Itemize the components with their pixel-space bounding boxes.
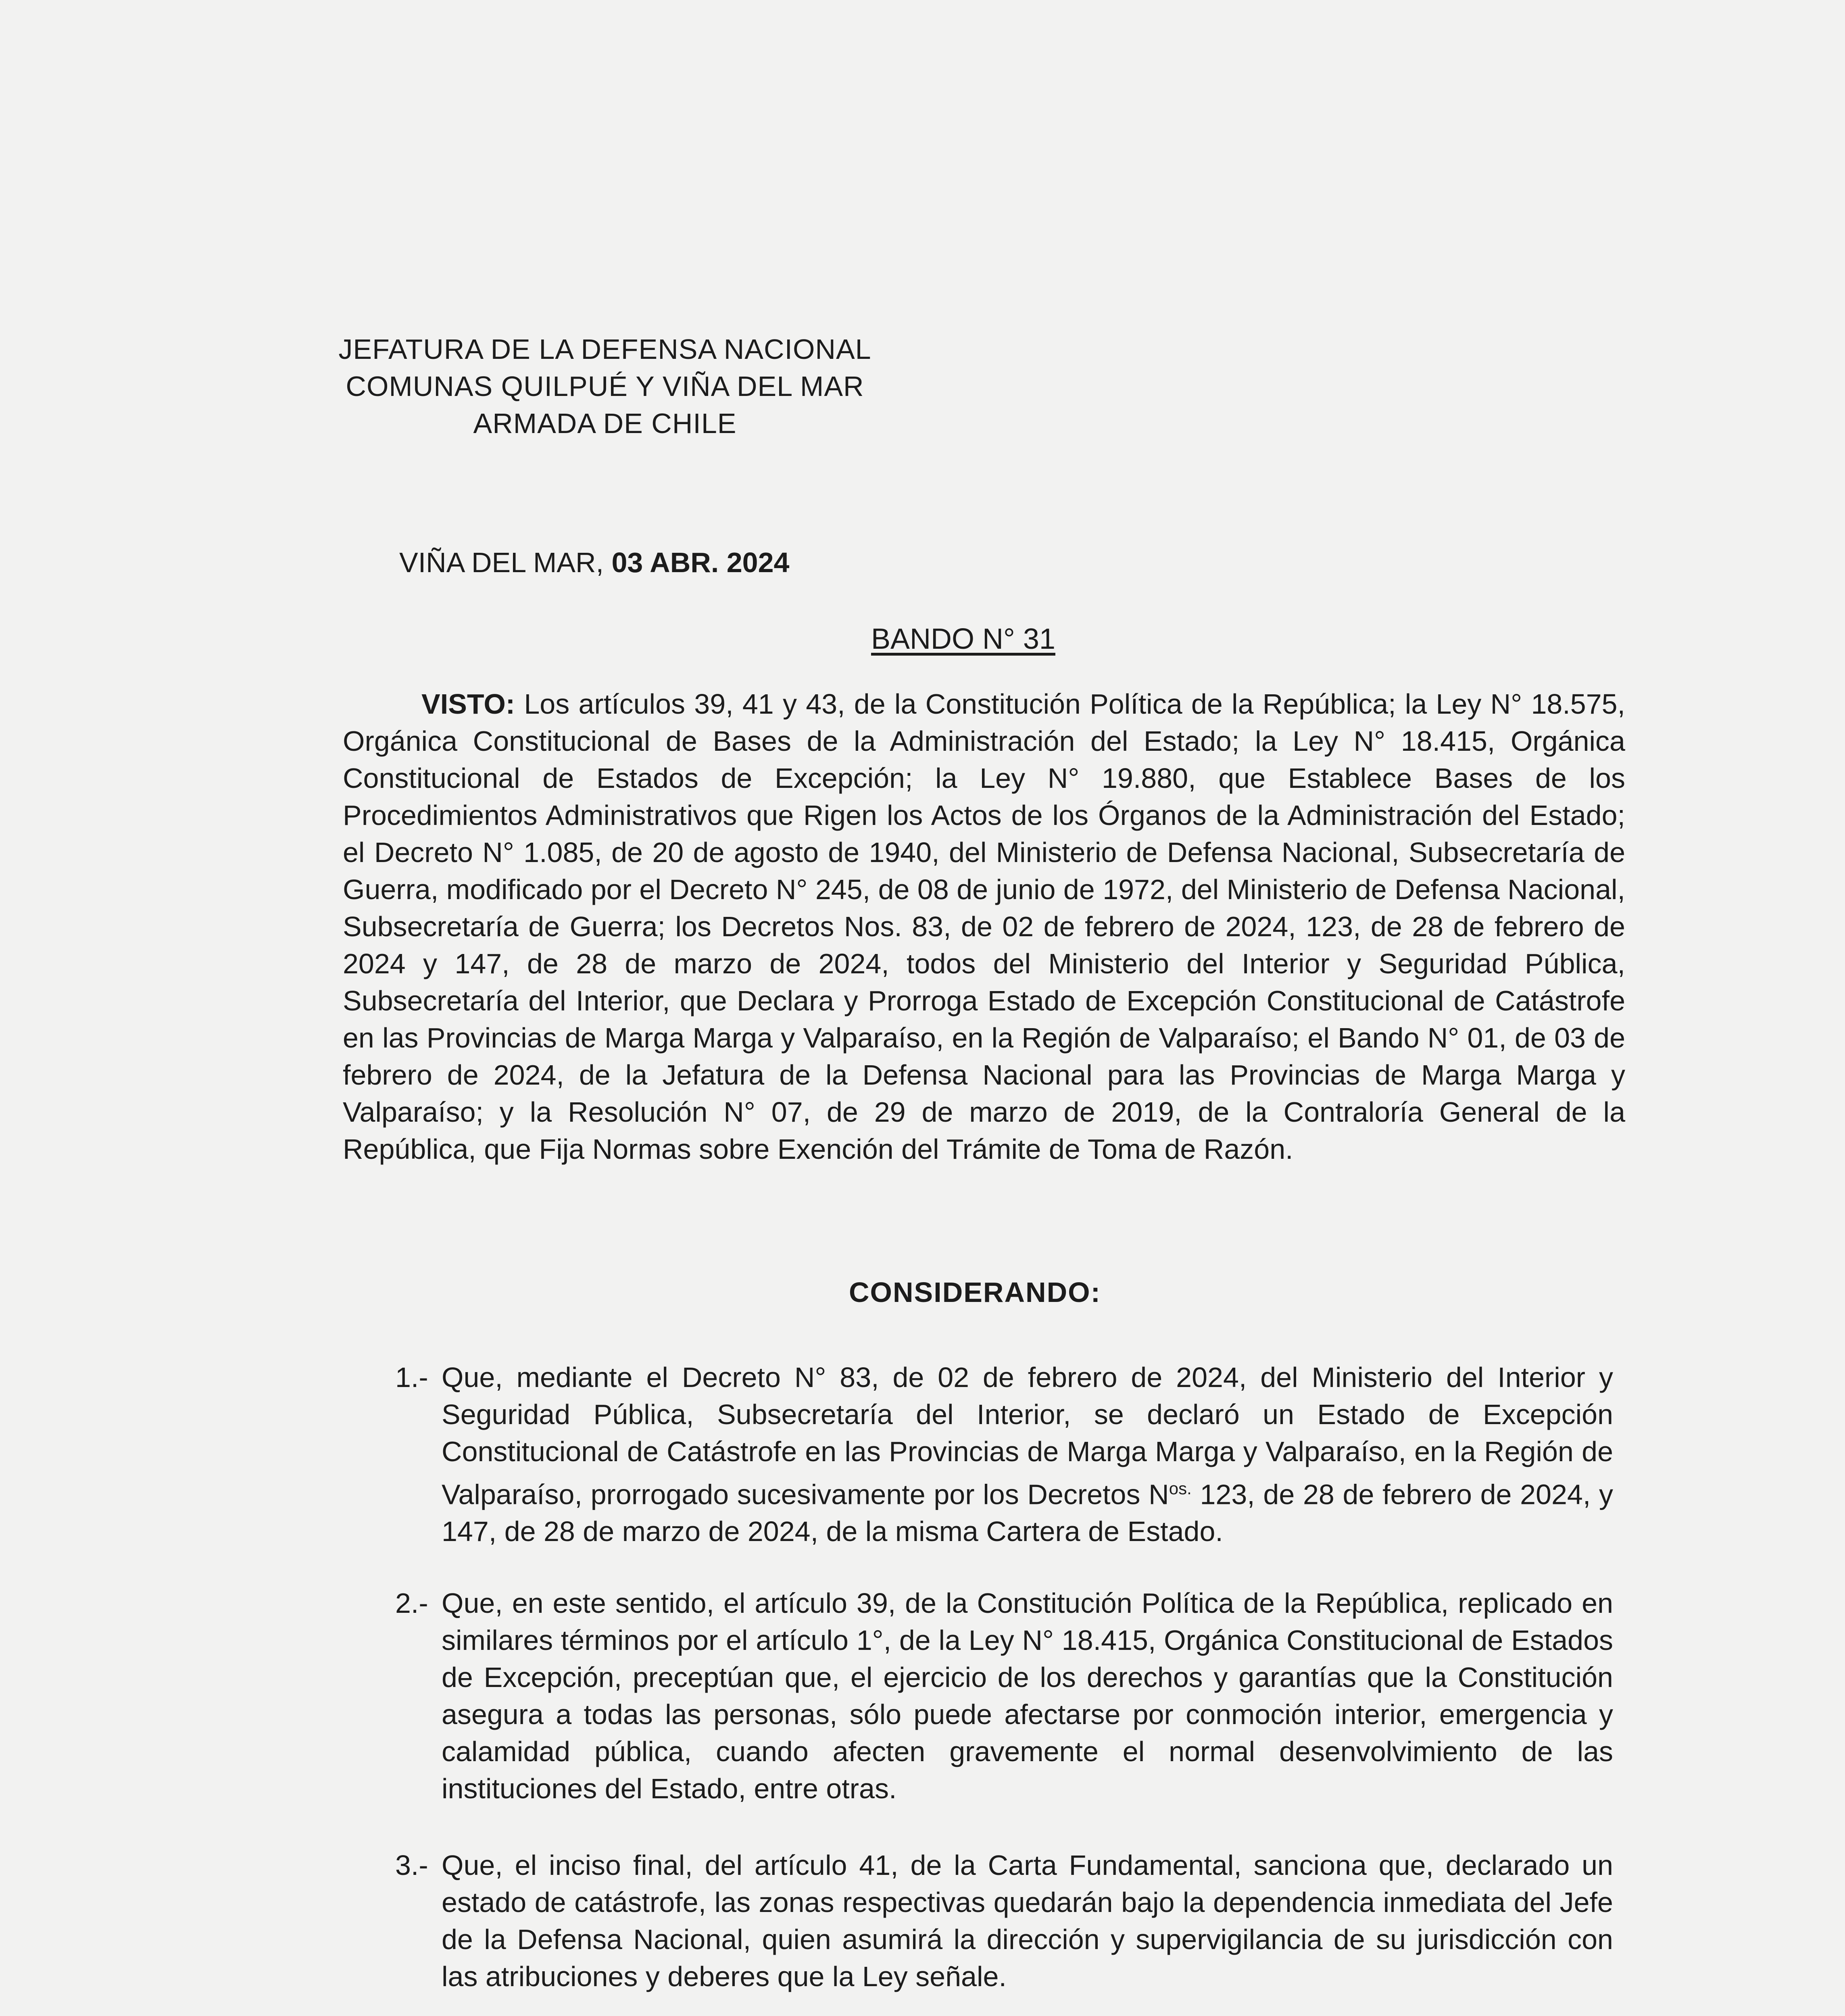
place-and-date — [399, 544, 789, 581]
letterhead-line-1: JEFATURA DE LA DEFENSA NACIONAL — [338, 333, 871, 365]
considerando-item-1 — [395, 1359, 1613, 1550]
letterhead — [319, 331, 891, 442]
item-number: 1.- — [395, 1362, 428, 1393]
considerando-heading: CONSIDERANDO: — [849, 1277, 1101, 1308]
item-text-part-b: 123, de 28 de febrero de 2024, y 147, de 28 de marzo de 2024, de la misma Cartera de Estado. — [442, 1479, 1614, 1547]
visto-label: VISTO: — [421, 688, 515, 720]
item-text: Que, en este sentido, el artículo 39, de la Constitución Política de la República, replicado en similares términos por el artículo 1°, de la Ley N° 18.415, Orgánica Constitucional de Estados de Excepción, preceptúan que, el ejercicio de los derechos y garantías que la Constitución asegura a todas las personas, sólo puede afectarse por conmoción interior, emergencia y calamidad pública, cuando afecten gravemente el normal desenvolvimiento de las instituciones del Estado, entre otras. — [442, 1587, 1613, 1804]
item-text: Que, el inciso final, del artículo 41, de la Carta Fundamental, sanciona que, declarado un estado de catástrofe, las zonas respectivas quedarán bajo la dependencia inmediata del Jefe de la Defensa Nacional, quien asumirá la dirección y supervigilancia de su jurisdicción con las atribuciones y deberes que la Ley señale. — [442, 1849, 1613, 1992]
bando-title: BANDO N° 31 — [871, 623, 1055, 655]
considerando-item-2 — [395, 1585, 1613, 1807]
date: 03 ABR. 2024 — [611, 547, 790, 578]
item-number: 2.- — [395, 1587, 428, 1619]
item-number: 3.- — [395, 1849, 428, 1881]
letterhead-line-3: ARMADA DE CHILE — [473, 408, 737, 439]
considerando-item-3 — [395, 1847, 1613, 1995]
visto-text: Los artículos 39, 41 y 43, de la Constitución Política de la República; la Ley N° 18.575, Orgánica Constitucional de Bases de la Administración del Estado; la Ley N° 18.415, Orgánica Constitucional de Estados de Excepción; la Ley N° 19.880, que Establece Bases de los Procedimientos Administrativos que Rigen los Actos de los Órganos de la Administración del Estado; el Decreto N° 1.085, de 20 de agosto de 1940, del Ministerio de Defensa Nacional, Subsecretaría de Guerra, modificado por el Decreto N° 245, de 08 de junio de 1972, del Ministerio de Defensa Nacional, Subsecretaría de Guerra; los Decretos Nos. 83, de 02 de febrero de 2024, 123, de 28 de febrero de 2024 y 147, de 28 de marzo de 2024, todos del Ministerio del Interior y Seguridad Pública, Subsecretaría del Interior, que Declara y Prorroga Estado de Excepción Constitucional de Catástrofe en las Provincias de Marga Marga y Valparaíso, en la Región de Valparaíso; el Bando N° 01, de 03 de febrero de 2024, de la Jefatura de la Defensa Nacional para las Provincias de Marga Marga y Valparaíso; y la Resolución N° 07, de 29 de marzo de 2019, de la Contraloría General de la República, que Fija Normas sobre Exención del Trámite de Toma de Razón. — [343, 688, 1626, 1165]
place: VIÑA DEL MAR, — [399, 547, 604, 578]
item-text-superscript: os. — [1169, 1479, 1192, 1498]
visto-paragraph — [343, 685, 1625, 1168]
letterhead-line-2: COMUNAS QUILPUÉ Y VIÑA DEL MAR — [346, 371, 864, 402]
item-text — [442, 1359, 1613, 1550]
item-text-part-a: Que, mediante el Decreto N° 83, de 02 de febrero de 2024, del Ministerio del Interior y Seguridad Pública, Subsecretaría del Interior, se declaró un Estado de Excepción Constitucional de Catástrofe en las Provincias de Marga Marga y Valparaíso, en la Región de Valparaíso, prorrogado sucesivamente por los Decretos N — [442, 1362, 1613, 1510]
